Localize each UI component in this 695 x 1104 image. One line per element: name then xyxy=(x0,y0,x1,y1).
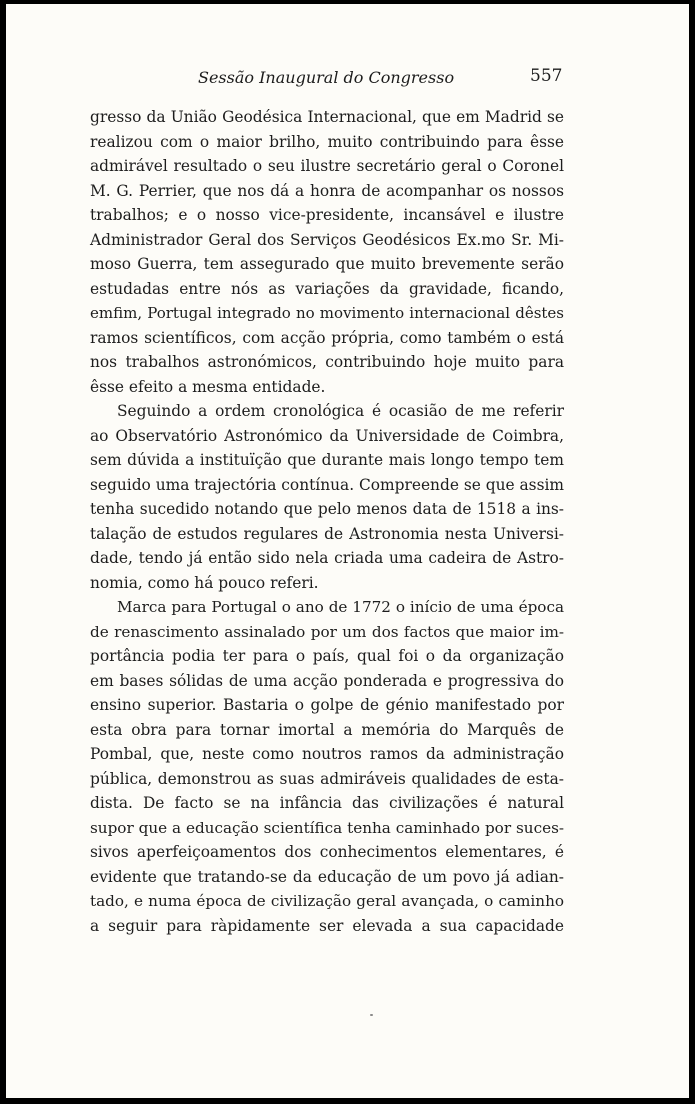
text-line: emfim, Portugal integrado no movimento internacional dêstes xyxy=(90,304,564,322)
page-header xyxy=(6,68,689,92)
text-line: em bases sólidas de uma acção ponderada e progressiva do xyxy=(90,671,564,690)
text-line: Pombal, que, neste como noutros ramos da administração xyxy=(90,745,564,763)
text-line: Administrador Geral dos Serviços Geodésicos Ex.mo Sr. Mi- xyxy=(90,230,564,249)
text-line: nomia, como há pouco referi. xyxy=(90,573,319,592)
text-line: ensino superior. Bastaria o golpe de génio manifestado por xyxy=(90,696,564,714)
text-line: estudadas entre nós as variações da gravidade, ficando, xyxy=(90,279,564,298)
text-line: gresso da União Geodésica Internacional, que em Madrid se xyxy=(90,108,564,126)
text-line: esta obra para tornar imortal a memória do Marquês de xyxy=(90,720,564,739)
text-line: pública, demonstrou as suas admiráveis qualidades de esta- xyxy=(90,769,564,788)
running-head: Sessão Inaugural do Congresso xyxy=(198,68,455,87)
text-line: ao Observatório Astronómico da Universidade de Coimbra, xyxy=(90,426,564,445)
book-page xyxy=(6,4,689,1098)
text-line: Seguindo a ordem cronológica é ocasião de me referir xyxy=(117,402,564,420)
paper-speck xyxy=(370,1014,373,1016)
text-line: talação de estudos regulares de Astronomia nesta Universi- xyxy=(90,524,564,543)
text-line: Marca para Portugal o ano de 1772 o início de uma época xyxy=(117,598,564,616)
text-line: nos trabalhos astronómicos, contribuindo hoje muito para xyxy=(90,353,564,371)
text-line: trabalhos; e o nosso vice-presidente, incansável e ilustre xyxy=(90,206,564,224)
text-line: a seguir para ràpidamente ser elevada a sua capacidade xyxy=(90,916,564,935)
text-line: ramos scientíficos, com acção própria, como também o está xyxy=(90,328,564,347)
text-line: de renascimento assinalado por um dos factos que maior im- xyxy=(90,622,564,641)
text-line: dista. De facto se na infância das civilizações é natural xyxy=(90,794,564,812)
text-line: admirável resultado o seu ilustre secretário geral o Coronel xyxy=(90,157,564,175)
page-number: 557 xyxy=(530,66,563,86)
text-line: dade, tendo já então sido nela criada uma cadeira de Astro- xyxy=(90,549,564,567)
text-line: sivos aperfeiçoamentos dos conhecimentos elementares, é xyxy=(90,843,564,861)
text-line: êsse efeito a mesma entidade. xyxy=(90,377,326,396)
text-line: moso Guerra, tem assegurado que muito brevemente serão xyxy=(90,255,564,273)
text-line: realizou com o maior brilho, muito contribuindo para êsse xyxy=(90,132,564,151)
text-line: tado, e numa época de civilização geral avançada, o caminho xyxy=(90,892,564,910)
text-line: tenha sucedido notando que pelo menos data de 1518 a ins- xyxy=(90,500,564,518)
text-line: M. G. Perrier, que nos dá a honra de acompanhar os nossos xyxy=(90,181,564,200)
text-line: supor que a educação scientífica tenha caminhado por suces- xyxy=(90,818,564,837)
text-line: portância podia ter para o país, qual foi o da organização xyxy=(90,647,564,665)
text-line: seguido uma trajectória contínua. Compreende se que assim xyxy=(90,475,564,494)
text-line: sem dúvida a instituïção que durante mais longo tempo tem xyxy=(90,451,564,469)
text-line: evidente que tratando-se da educação de um povo já adian- xyxy=(90,867,564,886)
